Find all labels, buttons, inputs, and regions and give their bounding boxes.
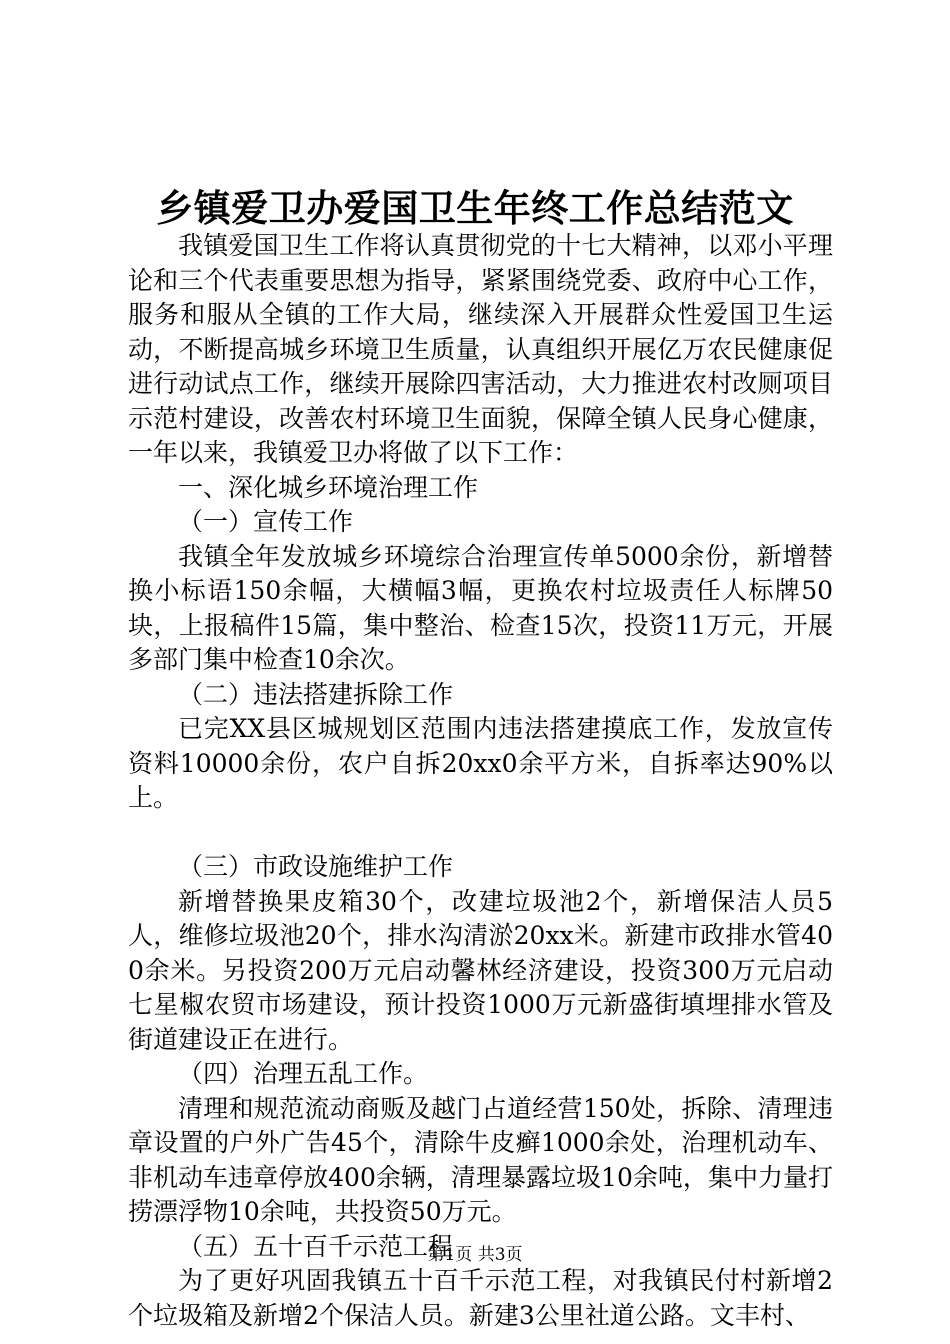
- subsection-body-4: 清理和规范流动商贩及越门占道经营150处，拆除、清理违章设置的户外广告45个，清除牛皮癣1000余处，治理机动车、非机动车违章停放400余辆，清理暴露垃圾10余吨，集中力量打捞漂浮物10余吨，共投资50万元。: [128, 1093, 833, 1226]
- document-title: 乡镇爱卫办爱国卫生年终工作总结范文: [156, 186, 794, 230]
- subsection-heading-3: （三）市政设施维护工作: [178, 852, 454, 881]
- document-body: [128, 229, 833, 1333]
- subsection-heading-2: （二）违法搭建拆除工作: [178, 679, 454, 709]
- subsection-heading-4: （四）治理五乱工作。: [178, 1059, 429, 1088]
- subsection-heading-1: （一）宣传工作: [178, 507, 354, 536]
- subsection-body-2: 已完XX县区城规划区范围内违法搭建摸底工作，发放宣传资料10000余份，农户自拆20xx0余平方米，自拆率达90%以上。: [128, 714, 833, 812]
- subsection-body-5: 为了更好巩固我镇五十百千示范工程，对我镇民付村新增2个垃圾箱及新增2个保洁人员。新建3公里社道公路。文丰村、: [128, 1266, 833, 1330]
- intro-paragraph: 我镇爱国卫生工作将认真贯彻党的十七大精神，以邓小平理论和三个代表重要思想为指导，紧紧围绕党委、政府中心工作，服务和服从全镇的工作大局，继续深入开展群众性爱国卫生运动，不断提高城乡环境卫生质量，认真组织开展亿万农民健康促进行动试点工作，继续开展除四害活动，大力推进农村改厕项目示范村建设，改善农村环境卫生面貌，保障全镇人民身心健康，一年以来，我镇爱卫办将做了以下工作：: [128, 231, 833, 467]
- subsection-heading-5: （五）五十百千示范工程: [178, 1231, 454, 1261]
- subsection-body-1: 我镇全年发放城乡环境综合治理宣传单5000余份，新增替换小标语150余幅，大横幅3幅，更换农村垃圾责任人标牌50块，上报稿件15篇，集中整治、检查15次，投资11万元，开展多部门集中检查10余次。: [128, 541, 833, 674]
- section-heading-1: 一、深化城乡环境治理工作: [178, 472, 479, 502]
- paragraph-gap: [128, 816, 833, 851]
- subsection-body-3: 新增替换果皮箱30个，改建垃圾池2个，新增保洁人员5人，维修垃圾池20个，排水沟清淤20xx米。新建市政排水管400余米。另投资200万元启动馨林经济建设，投资300万元启动七星椒农贸市场建设，预计投资1000万元新盛街填埋排水管及街道建设正在进行。: [128, 886, 833, 1054]
- page-number-footer: 第1页 共3页: [427, 1245, 523, 1265]
